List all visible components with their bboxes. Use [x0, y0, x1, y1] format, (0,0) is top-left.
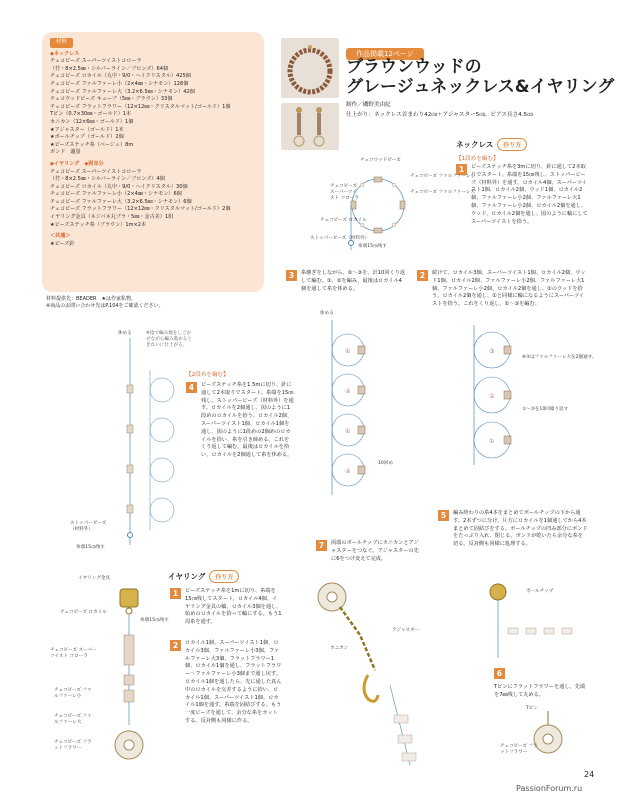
step-number-6: 6 [494, 668, 505, 679]
label-ballchip: ボールチップ [526, 589, 554, 594]
label-wood: チェコウッドビーズ [360, 158, 401, 163]
svg-text:②: ② [345, 468, 351, 475]
necklace-step-7 [316, 540, 422, 563]
earring-materials-list [50, 169, 256, 230]
label-tail-4: 糸端15㎝残す [76, 545, 105, 550]
necklace-material-item: ★ボールチップ（ゴールド）2個 [50, 134, 124, 141]
label-tpin: Tピン [526, 706, 538, 711]
site-watermark: PassionForum.ru [516, 784, 583, 793]
step6-diagram [500, 705, 580, 760]
earring-step-2 [170, 640, 282, 726]
svg-text:①: ① [345, 348, 351, 355]
step4-diagram-art [110, 330, 186, 550]
necklace-material-item: チェコビーズ スーパーツイストコローラ [50, 58, 142, 65]
necklace-material-item: チェコウッドビーズ キューブ（5㎜・ブラウン）33個 [50, 96, 173, 103]
common-materials-list [50, 241, 256, 249]
step7-diagram-art [310, 575, 430, 775]
svg-text:③: ③ [489, 348, 495, 355]
necklace-material-item: Tピン（0.7×30㎜・ゴールド）1本 [50, 111, 132, 118]
necklace-material-item: チェコビーズ ファルファーレ大（3.2×6.5㎜・シナモン）42個 [50, 88, 195, 95]
necklace-step-2 [417, 270, 587, 309]
step4-diagram [110, 330, 192, 550]
earring-photo-art [281, 103, 339, 150]
label-adjuster: アジャスター [392, 628, 420, 633]
common-materials-title: ＜共通＞ [50, 233, 71, 240]
label-repeat10: ①〜③を10回繰り返す [522, 407, 569, 412]
earring-diagram [50, 575, 169, 775]
earring-heading-text: イヤリング [168, 572, 206, 581]
earring-material-item: チェコビーズ ファルファーレ小（2×4㎜・シナモン）6個 [50, 191, 182, 198]
earring-step-2-text: ロカイル1個、スーパーツイスト1個、ロカイル3個、ファルファーレ小3個、ファルファーレ大3個、フラットフラワー1個、ロカイル1個を通し、フラットフラワー〜ファルファーレ小3個まで通し戻す。ロカイル1個を通したら、先に通した真ん中のロカイルを交差するように拾い、ロカイル1個、スーパーツイスト1個、ロカイル1個を通す。糸端を固結びする。もう一度ビーズを通して、余分な糸をカットする。反対側も同様に作る。 [185, 640, 282, 724]
step-3-text: 糸継ぎをしながら、①〜③を、計10回くり返して編む。①、②を編み、最後はロカイル4個を通して糸を休める。 [301, 270, 406, 292]
page-badge: 作品掲載12ページ [346, 48, 424, 60]
materials-label: 材料 [50, 38, 73, 48]
label-rest-4: 休める [118, 331, 132, 336]
label-twist: チェコビーズ スーパーツイスト コローラ [330, 184, 360, 201]
necklace-material-item: ボンド 適量 [50, 149, 81, 156]
earring-label-farS: チェコビーズ ファルファーレ小 [54, 688, 92, 699]
step3-diagram-art [318, 310, 398, 500]
materials-box [42, 32, 264, 292]
row2-subheading: 【2段めを編む】 [186, 372, 229, 378]
step-number-7: 7 [316, 540, 327, 551]
common-material-item: ★ビーズ針 [50, 240, 75, 247]
step-2-text: 続けて、ロカイル3個、スーパーツイスト1個、ロカイル2個、ウッド1個、ロカイル2個、ファルファーレ小2個、ファルファーレ大1個、ファルファーレ小2個、ロカイル2個を通し、①のウッドを拾う。ロカイル2個を通し、①と同様に輪になるようにスーパーツイストを拾う。これをくり返し、①〜③を編む。 [432, 270, 586, 308]
necklace-material-item: ★アジャスター（ゴールド）1本 [50, 126, 124, 133]
label-rest-3: 休める [320, 311, 334, 316]
step-number-5: 5 [438, 510, 449, 521]
label-pink-note: ※指で編み地をしごかせながら編み進めるときれいに仕上がる。 [146, 331, 192, 348]
necklace-step-6 [494, 668, 588, 679]
step5-diagram [470, 578, 590, 668]
necklace-material-item: チェコビーズ ファルファーレ小（2×4㎜・シナモン）128個 [50, 80, 189, 87]
earring-step-number-2: 2 [170, 640, 181, 651]
label-stopper-4: ストッパービーズ（材料外） [70, 521, 107, 532]
svg-text:①: ① [345, 428, 351, 435]
label-farS: チェコビーズ ファルファーレ小 [410, 174, 475, 179]
necklace-step-4 [186, 382, 294, 460]
earring-material-item: チェコビーズ フラットフラワー（12×12㎜・クリスタルマット/ゴールド）2個 [50, 206, 231, 213]
necklace-step-1 [456, 164, 588, 226]
step-number-2: 2 [417, 270, 428, 281]
necklace-photo-art [281, 38, 339, 98]
earring-label-twist: チェコビーズ スーパーツイスト コローラ [50, 648, 97, 659]
finished-size: 仕上がり：ネックレス首まわり42㎝＋アジャスター5㎝、ピアス長さ4.5㎝ [346, 112, 533, 118]
title-line-2: グレージュネックレス&イヤリング [346, 77, 615, 97]
earring-step-1-text: ビーズステッチ糸を1mに切り、糸端を15㎝残してスタート。ロカイル4個、イヤリング金具の輪、ロカイル3個を通し、始めのロカイルを拾って輪にする。もう1周糸を通す。 [185, 588, 282, 626]
necklace-materials-title: ◆ネックレス [50, 50, 80, 57]
earring-photo [281, 103, 339, 150]
necklace-step-5 [438, 510, 588, 549]
author: 制作／磯野美由紀 [346, 102, 391, 108]
step7-diagram [310, 575, 430, 775]
necklace-material-item: （竹・8×2.5㎜・シルバーライン／ブロンズ）64個 [50, 65, 169, 72]
title-line-1: ブラウンウッドの [346, 57, 482, 77]
step2-diagram [460, 320, 597, 470]
inquiry-note: ※商品のお問い合わせ先はP.104をご確認ください。 [46, 303, 164, 309]
necklace-step-3 [286, 270, 406, 293]
earring-step-number-1: 1 [170, 588, 181, 599]
step-6-text: Tピンにフラットフラワーを通し、先端を7㎜残して丸める。 [494, 684, 586, 698]
label-tail: 糸端15㎝残す [358, 244, 387, 249]
necklace-photo [281, 38, 339, 98]
earring-step-1 [170, 588, 282, 627]
earring-material-item: チェコビーズ ファルファーレ大（3.2×6.5㎜・シナモン）6個 [50, 198, 192, 205]
label-rocaille: チェコビーズ ロカイル [320, 218, 367, 223]
earring-heading [168, 570, 239, 583]
step1-diagram [310, 155, 475, 255]
label-stopper: ストッパービーズ（材料外） [310, 236, 370, 241]
earring-materials-title: ◆イヤリング ◆両耳分 [50, 160, 104, 167]
earring-howto-tag: 作り方 [209, 570, 239, 583]
necklace-material-item: チェコビーズ フラットフラワー（12×12㎜・クリスタルマット/ゴールド）1個 [50, 103, 231, 110]
necklace-howto-tag: 作り方 [497, 138, 527, 151]
label-clasp: カニカン [330, 646, 349, 651]
earring-material-item: チェコビーズ スーパーツイストコローラ [50, 168, 142, 175]
svg-text:②: ② [489, 393, 495, 400]
label-flower-6: チェコビーズ フラットフラワー [500, 744, 538, 755]
step-5-text: 編み終わりの糸4本をまとめてボールチップの下から通す。2本ずつに分け、片方にロカイルを1個通してから4本まとめて固結びをする。ボールチップの凹み部分にボンドをたっぷり入れ、閉じる。ボンドが乾いたら余分な糸を切る。反対側も同様に処理する。 [453, 510, 588, 548]
earring-label-tail: 糸端15㎝残す [140, 618, 169, 623]
earring-material-item: ★ビーズステッチ糸（ブラウン）1m×2本 [50, 221, 147, 228]
necklace-material-item: チェコビーズ ロカイル（丸中・9/0・ヘイクリスタル）425個 [50, 73, 191, 80]
step-number-4: 4 [186, 382, 197, 393]
necklace-heading [456, 138, 527, 151]
label-times10: 10回め [378, 461, 394, 466]
label-large-note: ※③はファルファーレ大を2個通す。 [522, 355, 597, 360]
row1-subheading: 【1段めを編む】 [456, 156, 499, 162]
necklace-material-item: カニカン（12×6㎜・ゴールド）1個 [50, 118, 134, 125]
earring-label-rocaille: チェコビーズ ロカイル [60, 610, 107, 615]
step-1-text: ビーズステッチ糸を3mに切り、針に通して2本取りでスタート。糸端を15㎝残し、ストッパービーズ（材料外）を通す。ロカイル4個、スーパーツイスト1個、ロカイル2個、ウッド1個、ロカイル2個、ファルファーレ小2個、ファルファーレ大1個、ファルファーレ小2個、ロカイル2個を通し、ウッド、ロカイル2個を通し、図のように輪にしてスーパーツイストを拾う。 [471, 164, 588, 225]
step2-diagram-art [460, 320, 580, 470]
label-farL: チェコビーズ ファルファーレ大 [410, 190, 475, 195]
label-earring-part: イヤリング金具 [78, 576, 111, 581]
necklace-materials-list [50, 58, 256, 157]
necklace-material-item: ★ビーズステッチ糸（ベージュ）8m [50, 141, 134, 148]
earring-material-item: チェコビーズ ロカイル（丸中・9/0・ヘイクリスタル）30個 [50, 183, 188, 190]
svg-text:②: ② [345, 388, 351, 395]
page-number: 24 [584, 770, 595, 779]
necklace-heading-text: ネックレス [456, 140, 494, 149]
step3-diagram [318, 310, 398, 500]
earring-material-item: （竹・8×2.5㎜・シルバーライン／ブロンズ）4個 [50, 176, 165, 183]
svg-text:①: ① [489, 438, 495, 445]
earring-material-item: イヤリング金具（ネジバネ丸プラ・5㎜・金古美）1組 [50, 214, 174, 221]
earring-label-flower: チェコビーズ フラットフラワー [54, 740, 92, 751]
step-7-text: 両端のボールチップにカニカンとアジャスターをつなぐ。アジャスターの先に6をつけ変えて完成。 [331, 540, 419, 562]
step-4-text: ビーズステッチ糸を1.5mに切り、針に通して2本取りでスタート。糸端を15㎝残し、ストッパービーズ（材料外）を通す。ロカイルを2個通し、図のように1段めのロカイルを拾う。ロカイル2個、スーパーツイスト1個、ロカイル1個を通し、図のように1段めの2個めのロカイルを拾い、糸を引き締める。これをくり返して編む。最後はロカイルを拾い、ロカイルを2個通して糸を休める。 [201, 382, 294, 459]
earring-label-farL: チェコビーズ ファルファーレ大 [54, 714, 92, 725]
provider-note: 材料提供先：BEADER ★は作家私物。 [46, 296, 136, 302]
step-number-3: 3 [286, 270, 297, 281]
materials-notes [46, 296, 276, 310]
step-number-1: 1 [456, 164, 467, 175]
